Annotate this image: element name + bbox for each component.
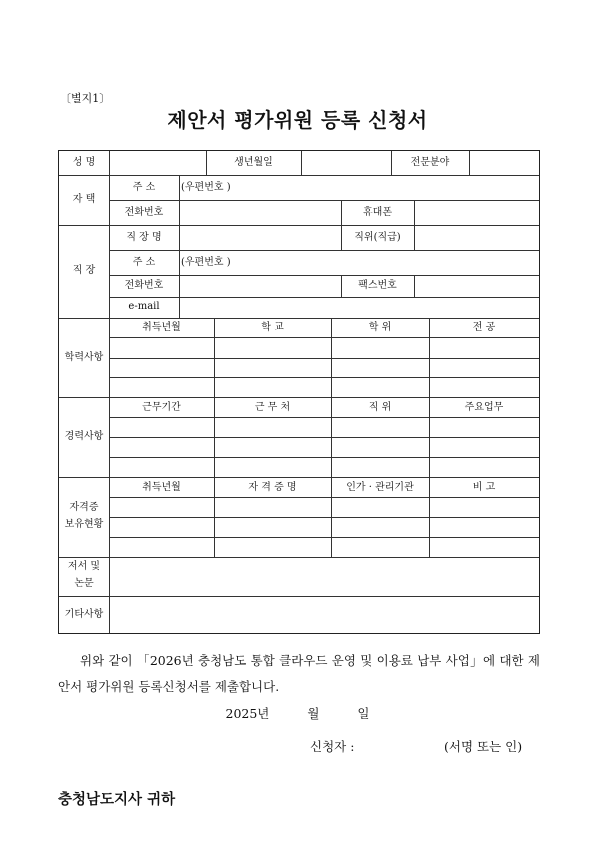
career-header-period: 근무기간: [142, 402, 181, 413]
company-name-field[interactable]: [180, 226, 340, 249]
career-header-workplace: 근 무 처: [254, 402, 291, 413]
home-phone-label: 전화번호: [124, 207, 164, 218]
document-title: 제안서 평가위원 등록 신청서: [167, 108, 428, 132]
company-name-label: 직 장 명: [126, 232, 162, 243]
home-address-postcode[interactable]: (우편번호 ): [181, 182, 231, 193]
work-phone-field[interactable]: [180, 276, 340, 296]
education-header-date: 취득년월: [142, 322, 181, 333]
work-address-label: 주 소: [132, 257, 156, 268]
career-header-position: 직 위: [368, 402, 392, 413]
date-line: [0, 704, 595, 722]
applicant-label: 신청자 :: [310, 739, 355, 754]
application-form-table: [58, 150, 540, 634]
publications-field[interactable]: [110, 558, 538, 595]
work-phone-label: 전화번호: [124, 280, 164, 291]
license-section-label-line1: 자격증: [69, 502, 99, 513]
birthdate-label: 생년월일: [234, 157, 273, 168]
license-header-date: 취득년월: [142, 482, 181, 493]
email-label: e-mail: [128, 301, 160, 312]
career-header-duties: 주요업무: [464, 402, 504, 413]
declaration-text: 위와 같이 「2026년 충청남도 통합 클라우드 운영 및 이용료 납부 사업」에 대한 제안서 평가위원 등록신청서를 제출합니다.: [58, 653, 540, 694]
name-field[interactable]: [110, 152, 205, 174]
license-section-label-line2: 보유현황: [64, 519, 104, 530]
work-section-label: 직 장: [72, 265, 96, 276]
license-header-authority: 인가 · 관리기관: [346, 482, 414, 493]
job-position-label: 직위(직급): [354, 232, 401, 243]
date-month: 월: [307, 706, 320, 721]
fax-label: 팩스번호: [358, 280, 397, 291]
publications-label-line2: 논문: [74, 578, 94, 589]
education-header-major: 전 공: [472, 322, 496, 333]
expertise-field[interactable]: [470, 152, 538, 174]
education-section-label: 학력사항: [64, 352, 104, 363]
home-phone-field[interactable]: [180, 201, 340, 224]
birthdate-field[interactable]: [302, 152, 390, 174]
other-field[interactable]: [110, 597, 538, 632]
license-header-name: 자 격 증 명: [248, 482, 297, 493]
license-header-remarks: 비 고: [472, 482, 496, 493]
date-day: 일: [357, 706, 370, 721]
work-address-postcode[interactable]: (우편번호 ): [181, 257, 231, 268]
mobile-field[interactable]: [415, 201, 538, 224]
career-section-label: 경력사항: [64, 431, 104, 442]
date-year: 2025년: [225, 706, 270, 721]
email-field[interactable]: [180, 298, 538, 317]
fax-field[interactable]: [415, 276, 538, 296]
other-label: 기타사항: [64, 609, 104, 620]
job-position-field[interactable]: [415, 226, 538, 249]
mobile-label: 휴대폰: [363, 207, 392, 218]
education-header-school: 학 교: [261, 322, 284, 333]
publications-label-line1: 저서 및: [67, 561, 101, 572]
education-header-degree: 학 위: [368, 322, 392, 333]
addressee: 충청남도지사 귀하: [58, 792, 176, 808]
signature-placeholder: (서명 또는 인): [444, 739, 523, 754]
name-label: 성 명: [72, 157, 96, 168]
home-address-label: 주 소: [132, 182, 156, 193]
form-number-tag: 〔별지1〕: [60, 92, 111, 105]
expertise-label: 전문분야: [410, 157, 450, 168]
home-section-label: 자 택: [72, 194, 96, 205]
